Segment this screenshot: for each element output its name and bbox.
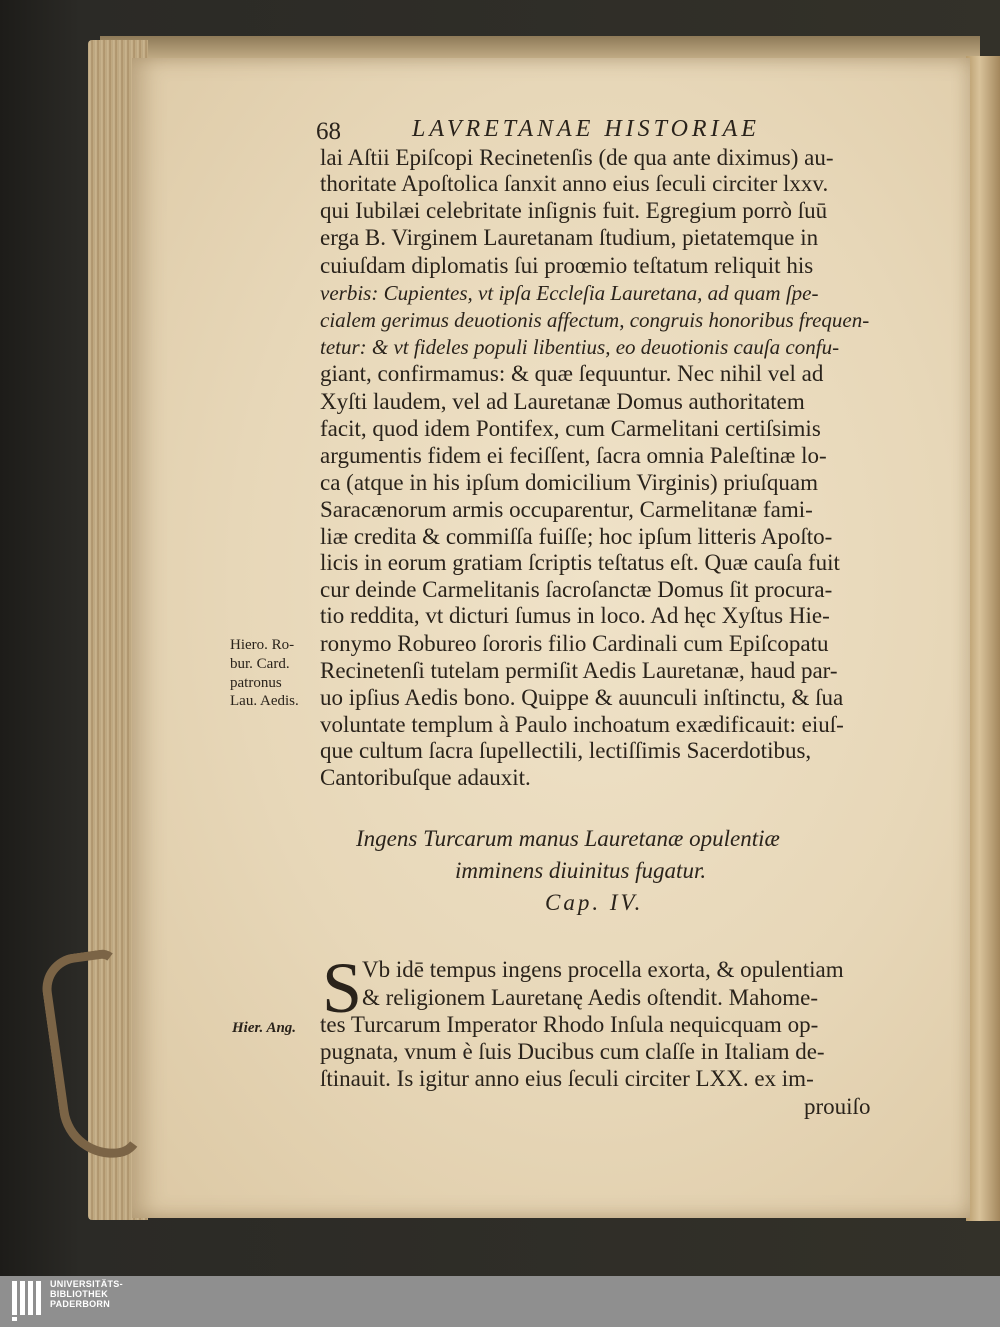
margin-note-line: patronus	[230, 675, 282, 691]
body-line: Xyſti laudem, vel ad Lauretanæ Domus authoritatem	[320, 389, 805, 414]
body-line: Saracænorum armis occuparentur, Carmelitanæ fami-	[320, 497, 813, 522]
margin-note-hier-ang: Hier. Ang.	[232, 1020, 297, 1036]
body-line: giant, confirmamus: & quæ ſequuntur. Nec nihil vel ad	[320, 361, 824, 386]
body-line: licis in eorum gratiam ſcriptis teſtatus eſt. Quæ cauſa fuit	[320, 550, 840, 575]
footer-bar	[0, 1276, 1000, 1327]
chapter-line: tes Turcarum Imperator Rhodo Inſula nequicquam op-	[320, 1012, 819, 1037]
logo-line: PADERBORN	[50, 1299, 111, 1309]
body-line: erga B. Virginem Lauretanam ſtudium, pietatemque in	[320, 225, 819, 250]
body-line: thoritate Apoſtolica ſanxit anno eius ſeculi circiter lxxv.	[320, 171, 829, 196]
body-line: argumentis fidem ei feciſſent, ſacra omnia Paleſtinæ lo-	[320, 443, 827, 468]
page-number: 68	[316, 118, 341, 145]
chapter-line: & religionem Lauretanę Aedis oſtendit. Mahome-	[362, 985, 819, 1010]
body-line: tio reddita, vt dicturi ſumus in loco. Ad hęc Xyſtus Hie-	[320, 603, 830, 628]
body-line: ca (atque in his ipſum domicilium Virginis) priuſquam	[320, 470, 818, 495]
right-page-edge	[966, 56, 1000, 1221]
chapter-line: pugnata, vnum è ſuis Ducibus cum claſſe in Italiam de-	[320, 1039, 825, 1064]
body-line: cialem gerimus deuotionis affectum, congruis honoribus frequen-	[320, 308, 870, 332]
chapter-line: Vb idē tempus ingens procella exorta, & opulentiam	[362, 957, 844, 982]
body-line: Cantoribuſque adauxit.	[320, 765, 531, 790]
margin-note-line: bur. Card.	[230, 656, 290, 672]
body-line: lai Aſtii Epiſcopi Recinetenſis (de qua ante diximus) au-	[320, 145, 834, 170]
margin-note-line: Hiero. Ro-	[230, 637, 295, 653]
chapter-line: ſtinauit. Is igitur anno eius ſeculi circiter LXX. ex im-	[320, 1066, 814, 1091]
logo-line: BIBLIOTHEK	[50, 1289, 108, 1299]
margin-note-line: Lau. Aedis.	[230, 693, 299, 709]
body-line: que cultum ſacra ſupellectili, lectiſſimis Sacerdotibus,	[320, 738, 812, 763]
body-line: uo ipſius Aedis bono. Quippe & auunculi inſtinctu, & ſua	[320, 685, 844, 710]
body-line: qui Iubilæi celebritate inſignis fuit. Egregium porrò ſuū	[320, 198, 828, 223]
chapter-title-line-1: Ingens Turcarum manus Lauretanæ opulentiæ	[356, 826, 780, 851]
library-logo-text	[50, 1279, 123, 1309]
running-head: LAVRETANAE HISTORIAE	[412, 116, 760, 142]
body-line: facit, quod idem Pontifex, cum Carmelitani certiſsimis	[320, 416, 821, 441]
body-line: Recinetenſi tutelam permiſit Aedis Lauretanæ, haud par-	[320, 658, 838, 683]
library-logo-icon	[10, 1279, 46, 1323]
body-line: voluntate templum à Paulo inchoatum exædificauit: eiuſ-	[320, 712, 844, 737]
body-line: verbis: Cupientes, vt ipſa Eccleſia Lauretana, ad quam ſpe-	[320, 281, 819, 305]
body-line: cur deinde Carmelitanis ſacroſanctæ Domus ſit procura-	[320, 577, 833, 602]
catchword: prouiſo	[804, 1094, 871, 1119]
logo-line: UNIVERSITÄTS-	[50, 1279, 123, 1289]
body-line: ronymo Robureo ſororis filio Cardinali cum Epiſcopatu	[320, 631, 829, 656]
chapter-title-line-2: imminens diuinitus fugatur.	[455, 858, 707, 883]
body-line: cuiuſdam diplomatis ſui proœmio teſtatum reliquit his	[320, 253, 814, 278]
chapter-number: Cap. IV.	[545, 890, 644, 915]
body-line: tetur: & vt fideles populi libentius, eo deuotionis cauſa confu-	[320, 335, 840, 359]
body-line: liæ credita & commiſſa fuiſſe; hoc ipſum litteris Apoſto-	[320, 524, 833, 549]
drop-capital: S	[322, 948, 363, 1028]
